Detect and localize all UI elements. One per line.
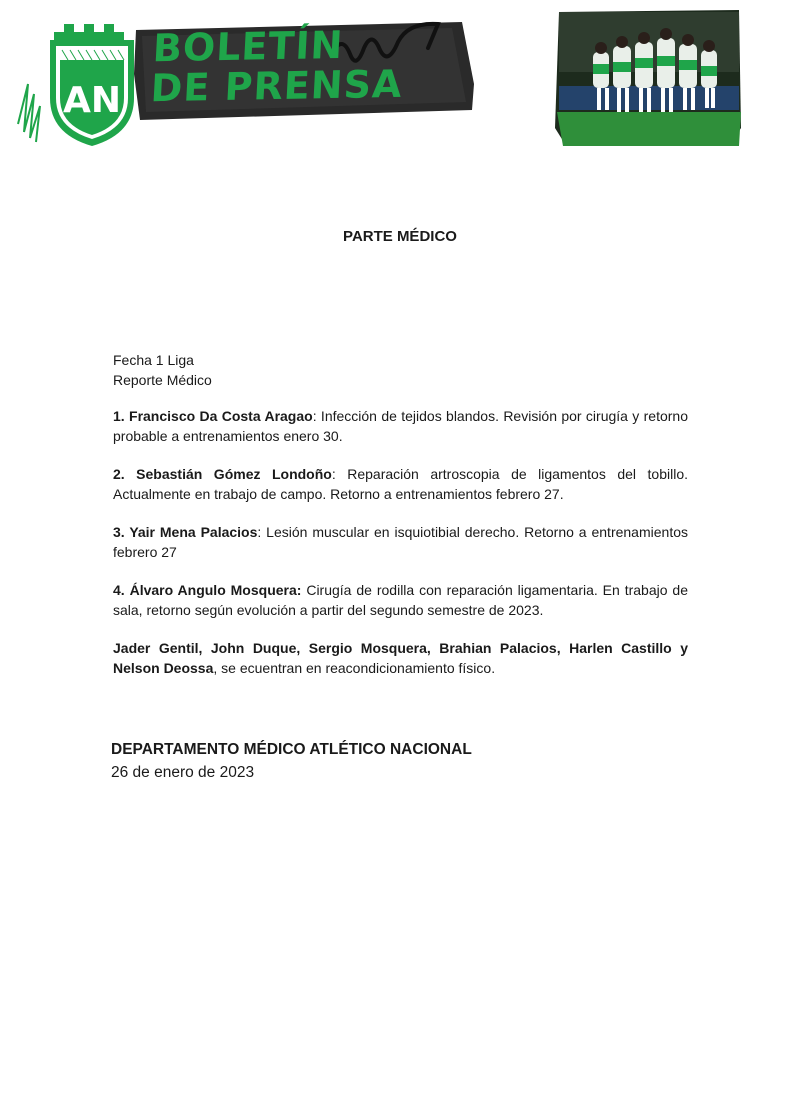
player-name: 4. Álvaro Angulo Mosquera: xyxy=(113,582,302,598)
club-shield-logo xyxy=(14,14,144,149)
intro-line-1: Fecha 1 Liga xyxy=(113,352,194,368)
player-name: 1. Francisco Da Costa Aragao xyxy=(113,408,313,424)
separator: : xyxy=(312,408,317,424)
department-signature: DEPARTAMENTO MÉDICO ATLÉTICO NACIONAL xyxy=(111,741,472,758)
reconditioning-note xyxy=(113,638,688,678)
separator: : xyxy=(331,466,336,482)
separator: : xyxy=(257,524,262,540)
report-item xyxy=(113,464,688,504)
intro-line-2: Reporte Médico xyxy=(113,372,212,388)
banner-title xyxy=(149,22,406,111)
intro xyxy=(113,350,688,390)
report-item xyxy=(113,406,688,446)
team-huddle-photo xyxy=(553,8,743,148)
report-item xyxy=(113,580,688,620)
reconditioning-names: Jader Gentil, John Duque, Sergio Mosquera, Brahian Palacios, Harlen Castillo y Nelson Deossa xyxy=(113,640,688,676)
report-text: Cirugía de rodilla con reparación ligamentaria. En trabajo de sala, retorno según evolución a partir del segundo semestre de 2023. xyxy=(113,582,688,618)
banner-line-2: DE PRENSA xyxy=(149,61,404,111)
report-text: Infección de tejidos blandos. Revisión por cirugía y retorno probable a entrenamientos enero 30. xyxy=(113,408,688,444)
reconditioning-text: , se ecuentran en reacondicionamiento físico. xyxy=(213,660,496,676)
report-item xyxy=(113,522,688,562)
report-text: Reparación artroscopia de ligamentos del tobillo. Actualmente en trabajo de campo. Retorno a entrenamientos febrero 27. xyxy=(113,466,688,502)
report-text: Lesión muscular en isquiotibial derecho. Retorno a entrenamientos febrero 27 xyxy=(113,524,688,560)
banner-line-1: BOLETÍN xyxy=(151,22,345,71)
player-name: 2. Sebastián Gómez Londoño xyxy=(113,466,332,482)
logo-letters: AN xyxy=(63,80,121,121)
page-title: PARTE MÉDICO xyxy=(343,228,457,245)
document-date: 26 de enero de 2023 xyxy=(111,764,255,781)
report-body xyxy=(113,350,688,696)
player-name: 3. Yair Mena Palacios xyxy=(113,524,258,540)
